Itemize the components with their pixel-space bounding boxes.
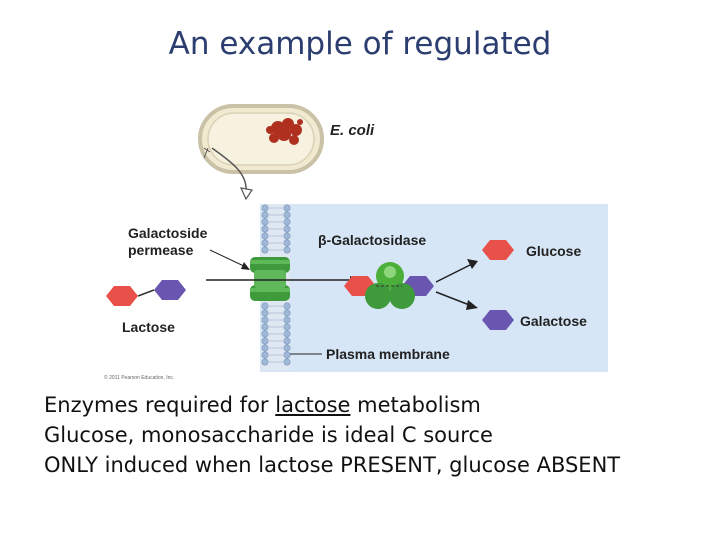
lipid-head bbox=[262, 205, 268, 211]
lipid-head bbox=[262, 240, 268, 246]
glucose-label: Glucose bbox=[526, 243, 582, 259]
bullet-1-suffix: metabolism bbox=[350, 393, 481, 417]
bullet-list bbox=[44, 390, 714, 480]
lipid-head bbox=[262, 219, 268, 225]
permease-label-line1: Galactoside bbox=[128, 225, 208, 241]
lipid-head bbox=[284, 219, 290, 225]
lipid-head bbox=[284, 359, 290, 365]
lipid-head bbox=[284, 317, 290, 323]
lipid-head bbox=[262, 345, 268, 351]
lipid-head bbox=[262, 247, 268, 253]
bullet-line-2: Glucose, monosaccharide is ideal C source bbox=[44, 423, 493, 447]
lipid-head bbox=[284, 226, 290, 232]
lactose-molecule bbox=[106, 280, 186, 306]
lipid-head bbox=[284, 240, 290, 246]
lipid-head bbox=[284, 205, 290, 211]
lipid-head bbox=[284, 331, 290, 337]
lipid-head bbox=[284, 303, 290, 309]
galactose-label: Galactose bbox=[520, 313, 587, 329]
lipid-head bbox=[284, 352, 290, 358]
bullet-1-underlined: lactose bbox=[275, 393, 351, 417]
lipid-head bbox=[284, 233, 290, 239]
enzyme-label: β-Galactosidase bbox=[318, 232, 427, 248]
copyright-text: © 2011 Pearson Education, Inc. bbox=[104, 375, 175, 381]
lipid-head bbox=[284, 345, 290, 351]
lipid-head bbox=[284, 212, 290, 218]
lipid-head bbox=[262, 212, 268, 218]
slide-title: An example of regulated bbox=[168, 26, 552, 62]
lipid-head bbox=[262, 317, 268, 323]
permease-label-line2: permease bbox=[128, 242, 194, 258]
lipid-head bbox=[262, 352, 268, 358]
lipid-head bbox=[262, 226, 268, 232]
lipid-head bbox=[284, 338, 290, 344]
permease-pointer bbox=[210, 250, 248, 268]
lipid-head bbox=[262, 331, 268, 337]
bullet-line-1 bbox=[44, 390, 714, 420]
ecoli-cell bbox=[200, 106, 322, 172]
lipid-head bbox=[262, 233, 268, 239]
lipid-head bbox=[262, 338, 268, 344]
lipid-head bbox=[262, 359, 268, 365]
bullet-1-prefix: Enzymes required for bbox=[44, 393, 276, 417]
lipid-head bbox=[284, 247, 290, 253]
bullet-line-3: ONLY induced when lactose PRESENT, glucose ABSENT bbox=[44, 453, 621, 477]
lipid-head bbox=[262, 303, 268, 309]
lipid-head bbox=[262, 310, 268, 316]
lac-diagram bbox=[100, 100, 610, 385]
ecoli-label: E. coli bbox=[330, 122, 375, 139]
membrane-label: Plasma membrane bbox=[326, 346, 450, 362]
lipid-head bbox=[284, 324, 290, 330]
lipid-head bbox=[284, 310, 290, 316]
galactoside-permease bbox=[250, 257, 290, 301]
lactose-label: Lactose bbox=[122, 319, 175, 335]
lipid-head bbox=[262, 324, 268, 330]
